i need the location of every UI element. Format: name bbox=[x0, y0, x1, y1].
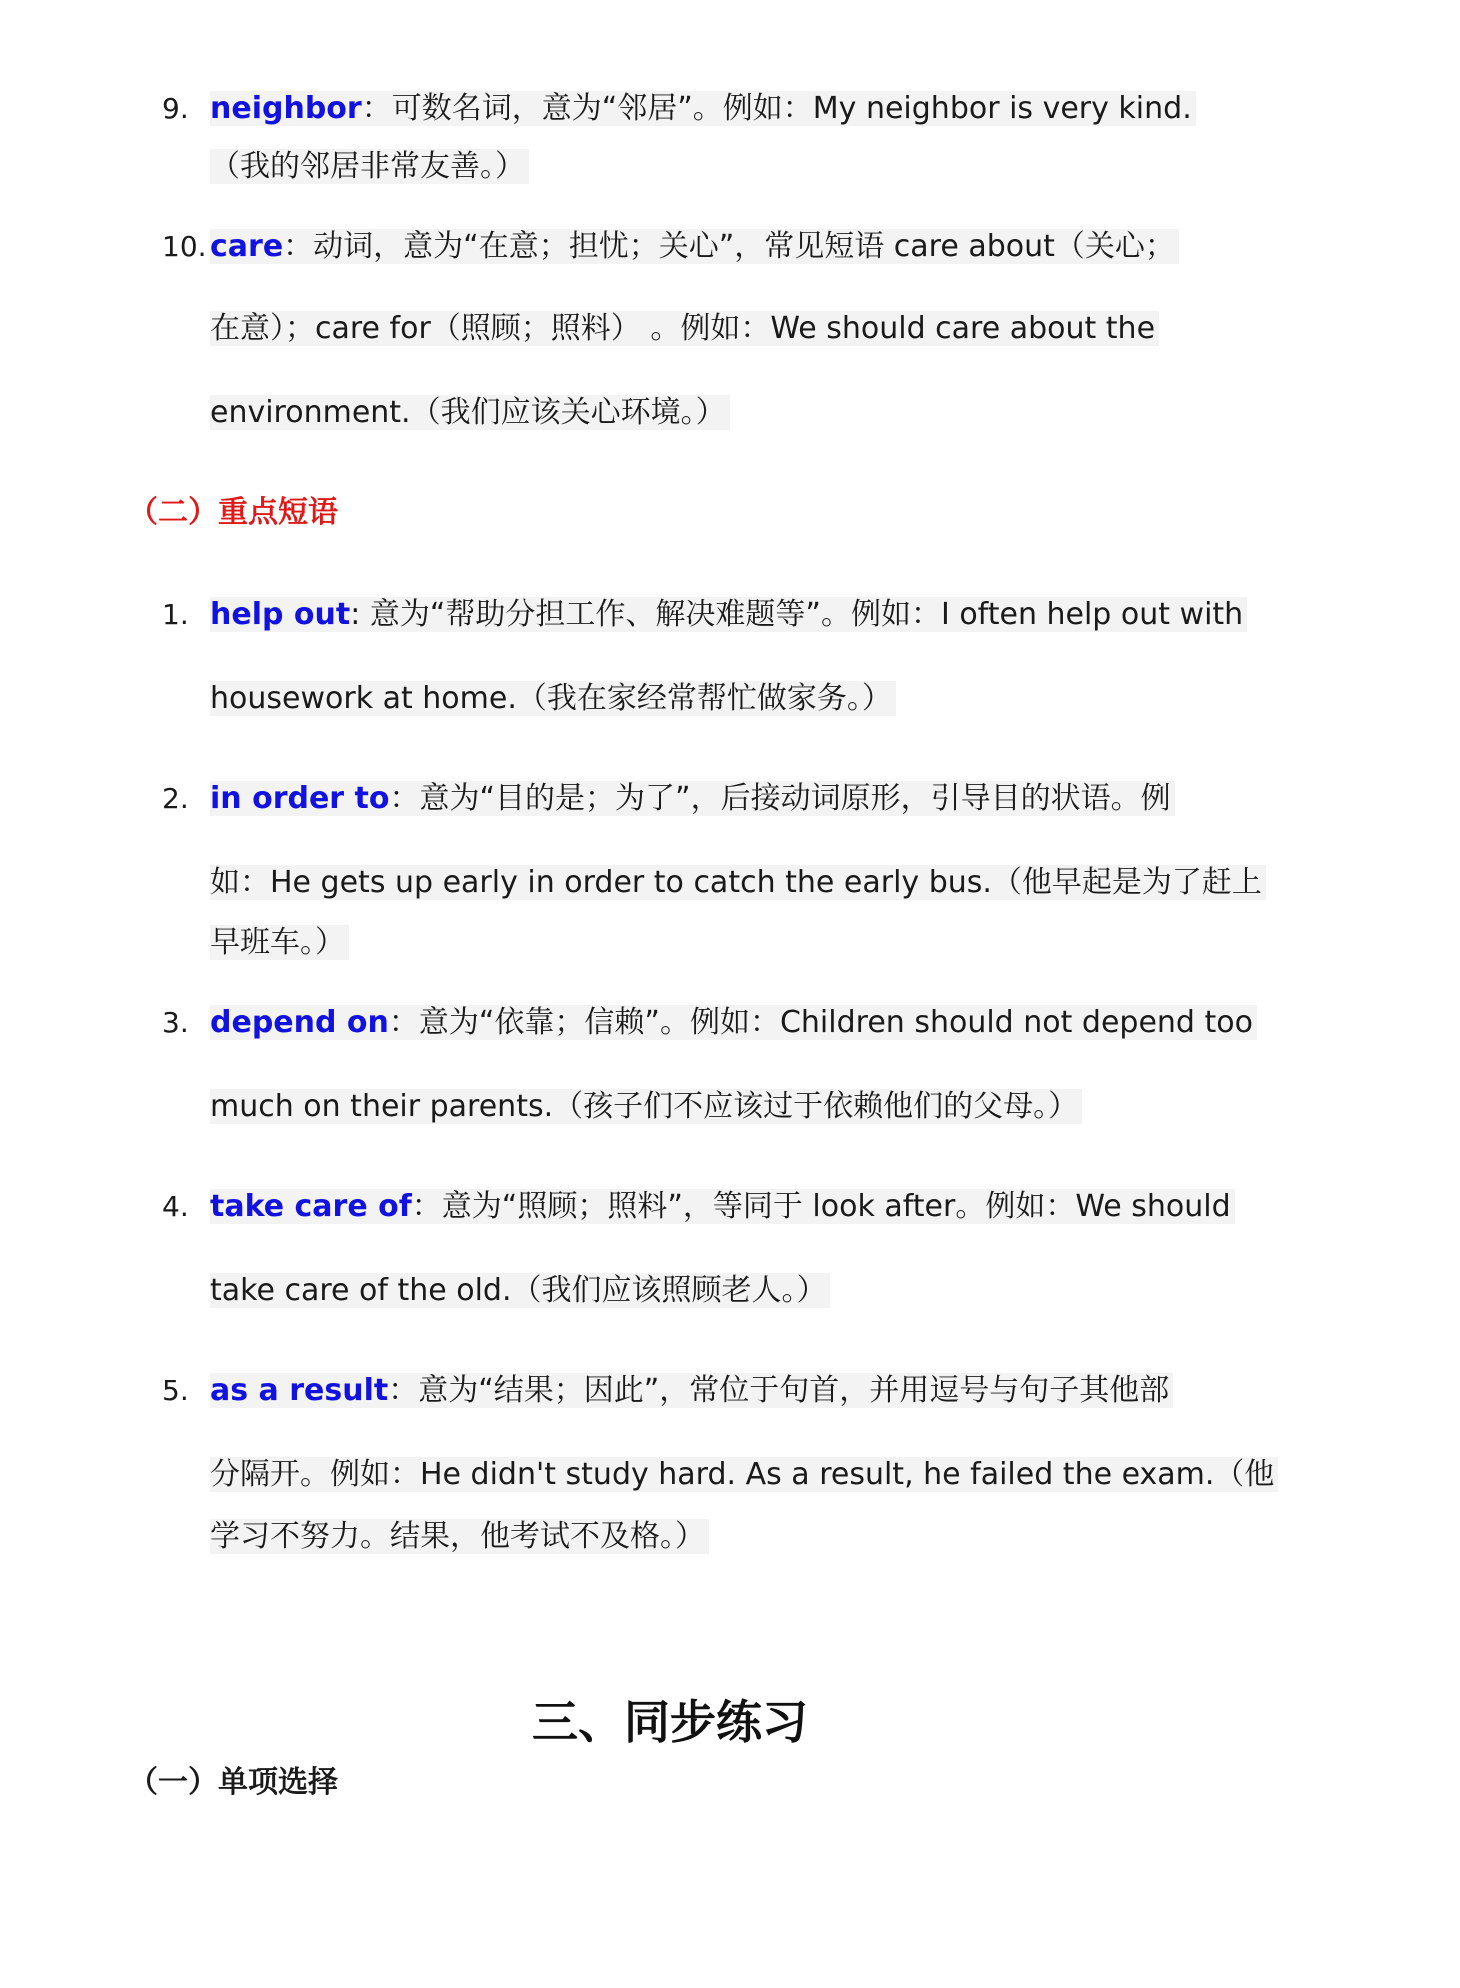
item-number: 3. bbox=[162, 1006, 189, 1039]
definition-text: ：意为“结果；因此”，常位于句首，并用逗号与句子其他部 bbox=[388, 1373, 1170, 1408]
phrase-item-take-care-of bbox=[210, 1184, 1235, 1230]
term-as-a-result: as a result bbox=[210, 1373, 389, 1408]
sub-heading-multiple-choice: （一）单项选择 bbox=[128, 1765, 338, 1800]
vocab-item-neighbor bbox=[210, 86, 1196, 132]
term-in-order-to: in order to bbox=[210, 781, 390, 816]
item-number: 10. bbox=[162, 230, 207, 263]
item-number: 5. bbox=[162, 1374, 189, 1407]
item-number: 2. bbox=[162, 782, 189, 815]
section-title-practice: 三、同步练习 bbox=[532, 1695, 808, 1749]
translation-line bbox=[210, 1268, 830, 1314]
term-care: care bbox=[210, 229, 284, 264]
translation-text: 早班车。） bbox=[210, 925, 349, 960]
definition-text: ：可数名词，意为“邻居”。例如：My neighbor is very kind. bbox=[361, 91, 1192, 126]
translation-line bbox=[210, 1514, 709, 1560]
phrase-item-depend-on bbox=[210, 1000, 1257, 1046]
term-help-out: help out bbox=[210, 597, 351, 632]
item-number: 9. bbox=[162, 92, 189, 125]
definition-text: 在意）；care for（照顾；照料） 。例如：We should care about the bbox=[210, 311, 1159, 346]
section-heading-phrases: （二）重点短语 bbox=[128, 495, 338, 530]
definition-text: ：意为“照顾；照料”，等同于 look after。例如：We should bbox=[411, 1189, 1231, 1224]
item-number: 1. bbox=[162, 598, 189, 631]
definition-text: 分隔开。例如：He didn't study hard. As a result, he failed the exam.（他 bbox=[210, 1457, 1278, 1492]
translation-line bbox=[210, 144, 529, 190]
definition-line bbox=[210, 860, 1266, 906]
definition-line bbox=[210, 306, 1159, 352]
item-number: 4. bbox=[162, 1190, 189, 1223]
translation-text: environment.（我们应该关心环境。） bbox=[210, 395, 730, 430]
translation-line bbox=[210, 390, 730, 436]
definition-text: : 意为“帮助分担工作、解决难题等”。例如：I often help out with bbox=[350, 597, 1244, 632]
term-depend-on: depend on bbox=[210, 1005, 389, 1040]
translation-text: much on their parents.（孩子们不应该过于依赖他们的父母。） bbox=[210, 1089, 1082, 1124]
translation-line bbox=[210, 1084, 1082, 1130]
phrase-item-in-order-to bbox=[210, 776, 1175, 822]
definition-line bbox=[210, 1452, 1278, 1498]
term-take-care-of: take care of bbox=[210, 1189, 412, 1224]
phrase-item-as-a-result bbox=[210, 1368, 1173, 1414]
translation-text: （我的邻居非常友善。） bbox=[210, 149, 529, 184]
term-neighbor: neighbor bbox=[210, 91, 362, 126]
translation-text: take care of the old.（我们应该照顾老人。） bbox=[210, 1273, 830, 1308]
phrase-item-help-out bbox=[210, 592, 1247, 638]
vocab-item-care bbox=[210, 224, 1179, 270]
translation-line bbox=[210, 676, 896, 722]
definition-text: ：意为“目的是；为了”，后接动词原形，引导目的状语。例 bbox=[389, 781, 1171, 816]
translation-line bbox=[210, 920, 349, 966]
definition-text: ：意为“依靠；信赖”。例如：Children should not depend too bbox=[388, 1005, 1253, 1040]
definition-text: 如：He gets up early in order to catch the early bus.（他早起是为了赶上 bbox=[210, 865, 1266, 900]
translation-text: 学习不努力。结果，他考试不及格。） bbox=[210, 1519, 709, 1554]
definition-text: ：动词，意为“在意；担忧；关心”，常见短语 care about（关心； bbox=[283, 229, 1175, 264]
translation-text: housework at home.（我在家经常帮忙做家务。） bbox=[210, 681, 896, 716]
